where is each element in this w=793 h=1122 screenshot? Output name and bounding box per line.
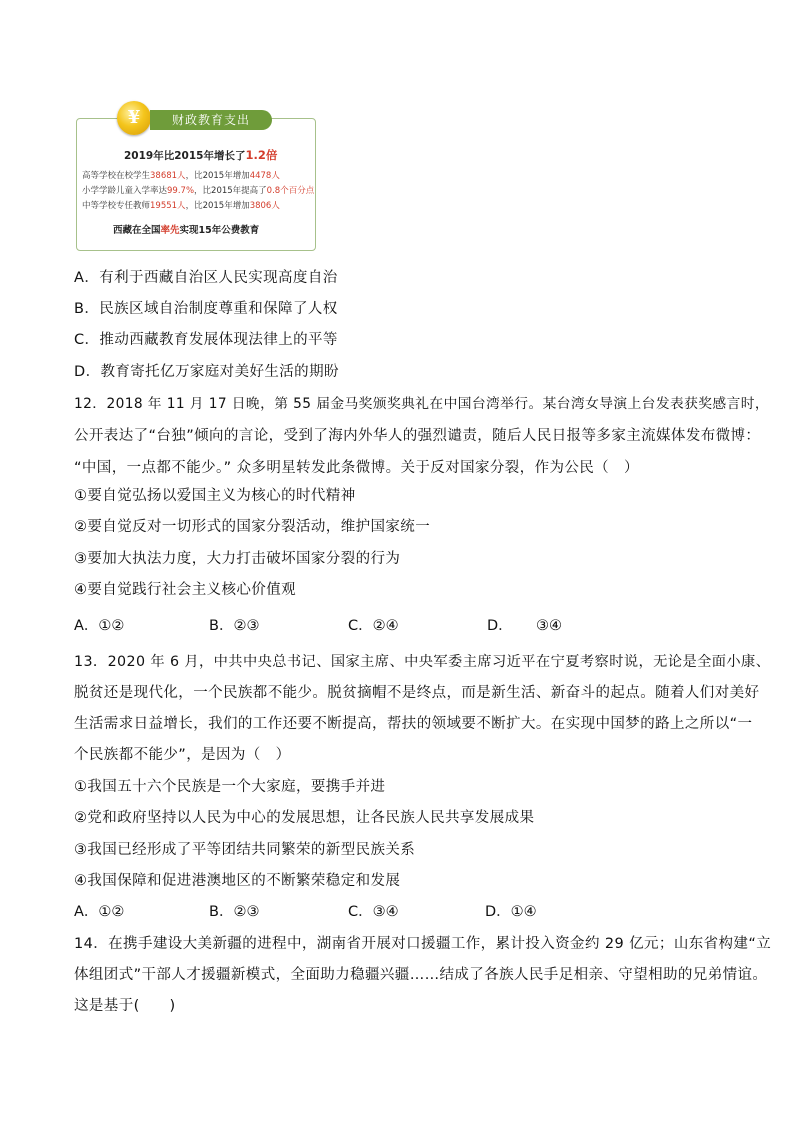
q12-item: ③要加大执法力度，大力打击破坏国家分裂的行为 bbox=[74, 551, 401, 567]
q14-stem-line: 体组团式”干部人才援疆新模式，全面助力稳疆兴疆……结成了各族人民手足相亲、守望相助的兄弟情谊。 bbox=[74, 967, 768, 983]
q12-stem-line: 12．2018 年 11 月 17 日晚，第 55 届金马奖颁奖典礼在中国台湾举行。某台湾女导演上台发表获奖感言时， bbox=[74, 396, 770, 412]
q13-choice-c: C．③④ bbox=[348, 904, 399, 920]
q12-choice-d-value: ③④ bbox=[536, 618, 562, 634]
q11-option-d: D．教育寄托亿万家庭对美好生活的期盼 bbox=[74, 364, 339, 380]
infographic-row: 小学学龄儿童入学率达99.7%，比2015年提高了0.8个百分点 bbox=[82, 186, 315, 196]
coin-icon: ¥ bbox=[117, 101, 151, 135]
q13-stem-line: 脱贫还是现代化，一个民族都不能少。脱贫摘帽不是终点，而是新生活、新奋斗的起点。随着人们对美好 bbox=[74, 685, 760, 701]
q13-item: ②党和政府坚持以人民为中心的发展思想，让各民族人民共享发展成果 bbox=[74, 810, 535, 826]
q12-item: ①要自觉弘扬以爱国主义为核心的时代精神 bbox=[74, 488, 356, 504]
q12-choice-c: C．②④ bbox=[348, 618, 399, 634]
q12-item: ④要自觉践行社会主义核心价值观 bbox=[74, 582, 296, 598]
q13-choice-d: D．①④ bbox=[485, 904, 537, 920]
q13-choice-a: A．①② bbox=[74, 904, 125, 920]
infographic-footer: 西藏在全国率先实现15年公费教育 bbox=[113, 225, 260, 236]
infographic-row: 中等学校专任教师19551人，比2015年增加3806人 bbox=[82, 201, 280, 211]
q13-stem-line: 生活需求日益增长，我们的工作还要不断提高，帮扶的领域要不断扩大。在实现中国梦的路上之所以“一 bbox=[74, 716, 753, 732]
infographic-row: 高等学校在校学生38681人，比2015年增加4478人 bbox=[82, 171, 280, 181]
q13-choice-b: B．②③ bbox=[209, 904, 260, 920]
q12-item: ②要自觉反对一切形式的国家分裂活动，维护国家统一 bbox=[74, 519, 431, 535]
q13-stem-line: 个民族都不能少”，是因为（ ） bbox=[74, 747, 291, 763]
q12-stem-line: “中国，一点都不能少。” 众多明星转发此条微博。关于反对国家分裂，作为公民（ ） bbox=[74, 460, 639, 476]
q11-option-c: C．推动西藏教育发展体现法律上的平等 bbox=[74, 332, 338, 348]
q11-option-a: A．有利于西藏自治区人民实现高度自治 bbox=[74, 270, 338, 286]
infographic-ribbon-title: 财政教育支出 bbox=[150, 110, 272, 130]
q12-choice-a: A．①② bbox=[74, 618, 125, 634]
q13-item: ④我国保障和促进港澳地区的不断繁荣稳定和发展 bbox=[74, 873, 401, 889]
infographic-headline: 2019年比2015年增长了1.2倍 bbox=[124, 148, 278, 162]
q14-stem-line: 这是基于( ) bbox=[74, 998, 176, 1014]
q11-option-b: B．民族区域自治制度尊重和保障了人权 bbox=[74, 301, 338, 317]
q12-choice-b: B．②③ bbox=[209, 618, 260, 634]
q13-item: ①我国五十六个民族是一个大家庭，要携手并进 bbox=[74, 779, 386, 795]
q12-stem-line: 公开表达了“台独”倾向的言论，受到了海内外华人的强烈谴责，随后人民日报等多家主流媒体发布微博： bbox=[74, 428, 761, 444]
q14-stem-line: 14．在携手建设大美新疆的进程中，湖南省开展对口援疆工作，累计投入资金约 29 亿元；山东省构建“立 bbox=[74, 936, 772, 952]
q12-choice-d: D． bbox=[487, 618, 513, 634]
q13-stem-line: 13．2020 年 6 月，中共中央总书记、国家主席、中央军委主席习近平在宁夏考察时说，无论是全面小康、 bbox=[74, 654, 771, 670]
q13-item: ③我国已经形成了平等团结共同繁荣的新型民族关系 bbox=[74, 842, 416, 858]
